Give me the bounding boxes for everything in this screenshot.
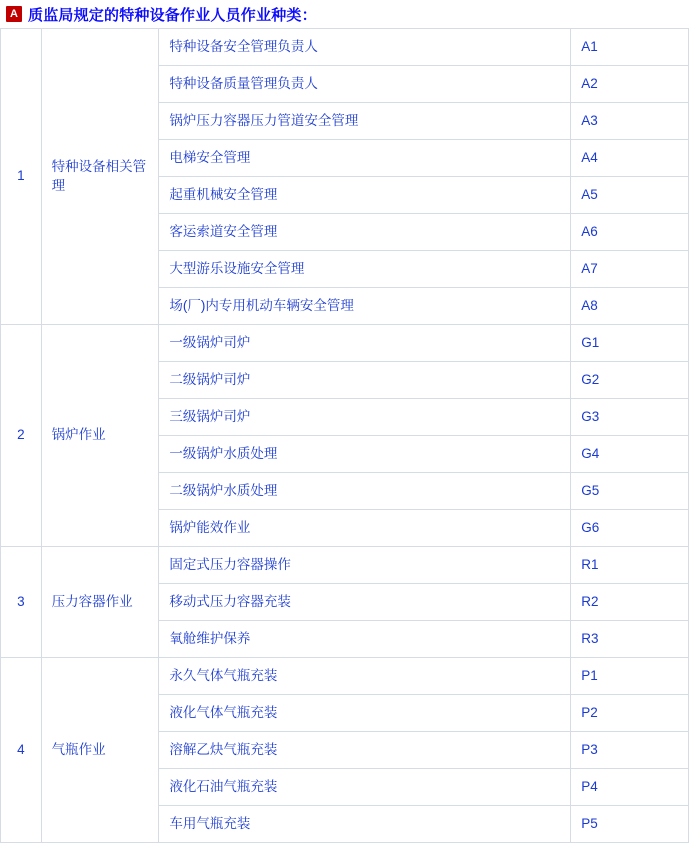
group-number-cell: 1 bbox=[1, 29, 42, 325]
group-name-cell: 锅炉作业 bbox=[41, 325, 159, 547]
occupation-code-cell: A1 bbox=[571, 29, 689, 66]
group-number-cell: 4 bbox=[1, 658, 42, 843]
occupation-code-cell: R3 bbox=[571, 621, 689, 658]
occupation-name-cell: 起重机械安全管理 bbox=[159, 177, 571, 214]
occupation-code-cell: P5 bbox=[571, 806, 689, 843]
occupation-name-cell: 大型游乐设施安全管理 bbox=[159, 251, 571, 288]
table-row bbox=[1, 325, 689, 362]
table-body bbox=[1, 29, 689, 843]
occupation-code-cell: A6 bbox=[571, 214, 689, 251]
occupation-name-cell: 二级锅炉水质处理 bbox=[159, 473, 571, 510]
group-number-cell: 2 bbox=[1, 325, 42, 547]
occupation-name-cell: 锅炉压力容器压力管道安全管理 bbox=[159, 103, 571, 140]
group-number-cell: 3 bbox=[1, 547, 42, 658]
occupation-code-cell: A8 bbox=[571, 288, 689, 325]
occupation-name-cell: 永久气体气瓶充装 bbox=[159, 658, 571, 695]
occupation-name-cell: 锅炉能效作业 bbox=[159, 510, 571, 547]
occupation-name-cell: 液化石油气瓶充装 bbox=[159, 769, 571, 806]
occupation-code-cell: G1 bbox=[571, 325, 689, 362]
occupation-name-cell: 移动式压力容器充装 bbox=[159, 584, 571, 621]
occupation-code-cell: G5 bbox=[571, 473, 689, 510]
occupation-code-cell: G2 bbox=[571, 362, 689, 399]
occupation-code-cell: A5 bbox=[571, 177, 689, 214]
occupation-code-cell: R1 bbox=[571, 547, 689, 584]
occupation-code-cell: G6 bbox=[571, 510, 689, 547]
occupation-code-cell: A2 bbox=[571, 66, 689, 103]
occupation-name-cell: 三级锅炉司炉 bbox=[159, 399, 571, 436]
section-badge: A bbox=[6, 6, 22, 22]
occupation-table-wrapper bbox=[0, 28, 689, 843]
occupation-name-cell: 一级锅炉司炉 bbox=[159, 325, 571, 362]
group-name-cell: 气瓶作业 bbox=[41, 658, 159, 843]
occupation-code-cell: R2 bbox=[571, 584, 689, 621]
occupation-name-cell: 二级锅炉司炉 bbox=[159, 362, 571, 399]
occupation-name-cell: 客运索道安全管理 bbox=[159, 214, 571, 251]
occupation-name-cell: 特种设备安全管理负责人 bbox=[159, 29, 571, 66]
occupation-code-cell: G4 bbox=[571, 436, 689, 473]
occupation-code-cell: G3 bbox=[571, 399, 689, 436]
section-header bbox=[0, 0, 689, 28]
occupation-code-cell: A4 bbox=[571, 140, 689, 177]
occupation-code-cell: A7 bbox=[571, 251, 689, 288]
occupation-name-cell: 固定式压力容器操作 bbox=[159, 547, 571, 584]
occupation-name-cell: 液化气体气瓶充装 bbox=[159, 695, 571, 732]
occupation-name-cell: 特种设备质量管理负责人 bbox=[159, 66, 571, 103]
occupation-code-cell: A3 bbox=[571, 103, 689, 140]
table-row bbox=[1, 547, 689, 584]
occupation-code-cell: P2 bbox=[571, 695, 689, 732]
page-title: 质监局规定的特种设备作业人员作业种类： bbox=[28, 6, 317, 24]
group-name-cell: 压力容器作业 bbox=[41, 547, 159, 658]
table-row bbox=[1, 29, 689, 66]
occupation-name-cell: 电梯安全管理 bbox=[159, 140, 571, 177]
occupation-name-cell: 氧舱维护保养 bbox=[159, 621, 571, 658]
occupation-code-cell: P4 bbox=[571, 769, 689, 806]
occupation-table bbox=[0, 28, 689, 843]
occupation-name-cell: 车用气瓶充装 bbox=[159, 806, 571, 843]
occupation-name-cell: 一级锅炉水质处理 bbox=[159, 436, 571, 473]
occupation-code-cell: P3 bbox=[571, 732, 689, 769]
table-row bbox=[1, 658, 689, 695]
occupation-name-cell: 溶解乙炔气瓶充装 bbox=[159, 732, 571, 769]
group-name-cell: 特种设备相关管理 bbox=[41, 29, 159, 325]
occupation-name-cell: 场(厂)内专用机动车辆安全管理 bbox=[159, 288, 571, 325]
occupation-code-cell: P1 bbox=[571, 658, 689, 695]
